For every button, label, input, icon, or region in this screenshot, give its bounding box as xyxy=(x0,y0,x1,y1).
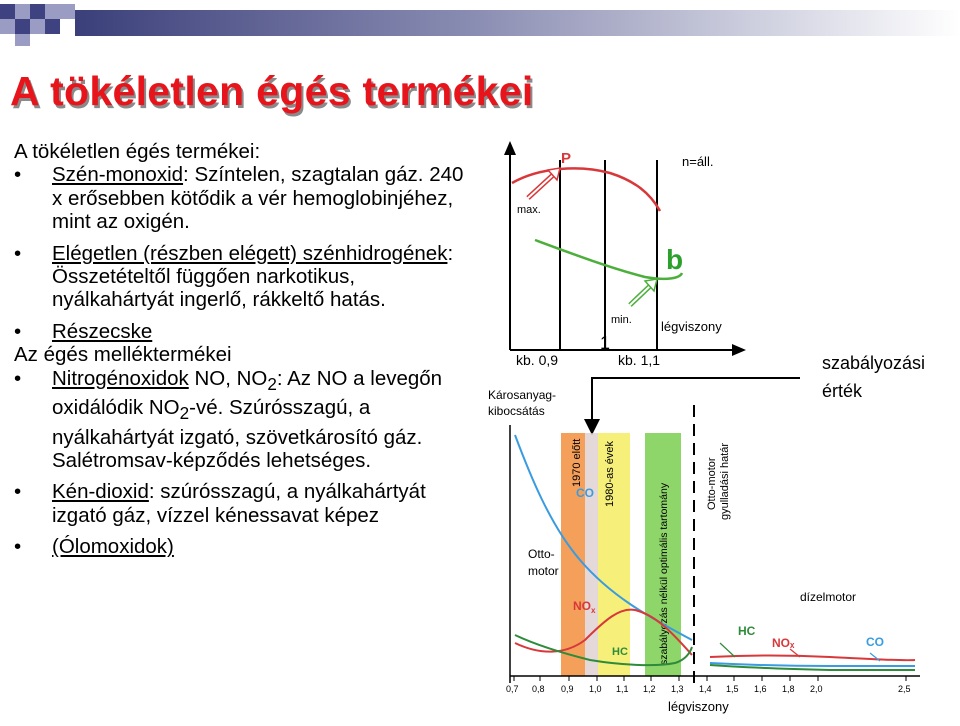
label-n: n=áll. xyxy=(682,154,714,169)
tick-0-8: 0,8 xyxy=(532,684,545,694)
top-x-label: légviszony xyxy=(661,319,722,334)
text-nox-1: NO, NO xyxy=(188,366,268,390)
tick-1-0: 1,0 xyxy=(589,684,602,694)
sub-nox-1: 2 xyxy=(267,374,277,394)
sub-nox-2: 2 xyxy=(179,404,190,424)
control-label-2: érték xyxy=(822,381,863,401)
top-y-arrow xyxy=(504,141,516,155)
text-nox-2: : Az NO a levegőn oxidálódik NO xyxy=(52,366,443,420)
otto-label-1: Otto- xyxy=(528,547,555,561)
header-decoration xyxy=(0,0,960,50)
band-label-1980: 1980-as évek xyxy=(604,440,616,507)
text-nox-3: -vé. Szúrósszagú, a nyálkahártyát izgató, szövetkárosító gáz. Salétromsav-képződés lehetséges. xyxy=(52,396,423,473)
band-label-optimal: szabályozás nélkül optimális tartomány xyxy=(658,482,670,665)
term-particle: Részecske xyxy=(52,319,153,343)
control-label-1: szabályozási xyxy=(822,353,926,373)
term-so2: Kén-dioxid xyxy=(52,480,149,504)
tick-1-3: 1,3 xyxy=(671,684,684,694)
tick-1-4: 1,4 xyxy=(699,684,712,694)
bullet-nox xyxy=(14,367,474,473)
label-hc-diesel: HC xyxy=(738,624,756,638)
page-title: A tökéletlen égés termékei xyxy=(10,68,534,114)
connector-line xyxy=(592,378,800,433)
emission-figure xyxy=(470,135,960,721)
term-co: Szén-monoxid xyxy=(52,163,184,187)
label-nox-diesel: NOₓ xyxy=(772,636,795,650)
tick-1-1b: 1,1 xyxy=(616,684,629,694)
tick-1-1: kb. 1,1 xyxy=(618,352,661,368)
b-curve xyxy=(535,240,682,279)
label-hc-otto: HC xyxy=(612,646,628,658)
tick-1-8: 1,8 xyxy=(782,684,795,694)
tick-0-9b: 0,9 xyxy=(561,684,574,694)
tick-1: 1 xyxy=(600,333,611,353)
tick-1-6: 1,6 xyxy=(754,684,767,694)
label-b: b xyxy=(666,244,684,275)
label-min: min. xyxy=(611,314,632,326)
bullet-hc xyxy=(14,242,474,312)
diesel-label: dízelmotor xyxy=(800,590,857,604)
term-hc: Elégetlen (részben elégett) szénhidrogének xyxy=(52,241,448,265)
y-label-1: Károsanyag- xyxy=(488,388,557,402)
text-column xyxy=(14,140,474,559)
bottom-x-label: légviszony xyxy=(668,699,729,714)
bullet-co xyxy=(14,163,474,233)
tick-1-5: 1,5 xyxy=(726,684,739,694)
otto-label-2: motor xyxy=(528,564,559,578)
top-x-arrow xyxy=(732,344,746,356)
label-co-otto: CO xyxy=(576,486,594,500)
text-hc: : Összetételtől függően narkotikus, nyálkahártyát ingerlő, rákkeltő hatás. xyxy=(52,241,454,312)
nox-diesel-curve xyxy=(710,656,915,661)
tick-2-0: 2,0 xyxy=(810,684,823,694)
bullet-so2 xyxy=(14,480,474,527)
label-co-diesel: CO xyxy=(866,635,884,649)
figure-svg xyxy=(470,135,960,721)
section-heading: Az égés melléktermékei xyxy=(14,343,232,367)
band-1970-shade xyxy=(585,433,598,676)
bullet-particle xyxy=(14,320,474,343)
ignition-label-1: Otto-motor xyxy=(706,457,718,510)
tick-2-5: 2,5 xyxy=(898,684,911,694)
text-so2: : szúrósszagú, a nyálkahártyát izgató gáz, vízzel kénessavat képez xyxy=(52,480,426,527)
x-ticks xyxy=(506,676,911,694)
text-co: : Színtelen, szagtalan gáz. 240 x erősebben kötődik a vér hemoglobinjéhez, mint az oxigén. xyxy=(52,163,464,234)
band-label-1970: 1970 előtt xyxy=(571,438,583,487)
term-nox: Nitrogénoxidok xyxy=(52,366,189,390)
hc-diesel-leader xyxy=(720,643,735,657)
label-max: max. xyxy=(517,204,541,216)
tick-0-7: 0,7 xyxy=(506,684,519,694)
tick-1-2: 1,2 xyxy=(643,684,656,694)
tick-0-9: kb. 0,9 xyxy=(516,352,559,368)
label-nox-otto: $NO_x$ xyxy=(573,599,596,615)
min-arrow xyxy=(630,279,657,305)
bullet-pb xyxy=(14,535,474,558)
text-pb: (Ólomoxidok) xyxy=(52,535,174,559)
ignition-label-2: gyulladási határ xyxy=(719,442,731,520)
co-diesel-curve xyxy=(710,663,915,666)
label-p: P xyxy=(561,150,572,167)
y-label-2: kibocsátás xyxy=(488,404,545,418)
intro-text: A tökéletlen égés termékei: xyxy=(14,140,261,163)
